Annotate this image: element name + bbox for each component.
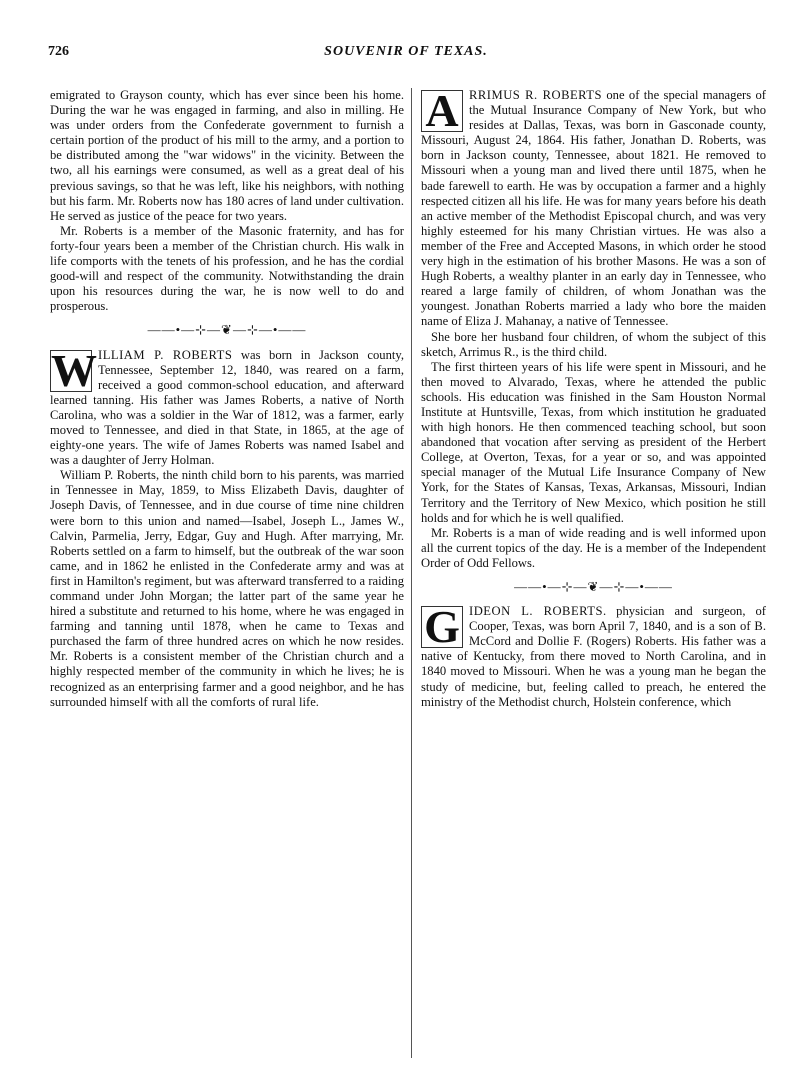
bio-lead-paragraph bbox=[421, 85, 766, 330]
bio-lead-paragraph bbox=[421, 601, 766, 710]
bio-paragraph: The first thirteen years of his life were spent in Missouri, and he then moved to Alvarado, Texas, where he attended the public schools. His education was finished in the Sam Houston Normal Institute at Huntsville, Texas, from which institution he graduated with high honors. He then commenced teaching school, but soon abandoned that vocation after serving as president of the Herbert College, at Overton, Texas, for a year or so, and was appointed special manager of the Mutual Life Insurance Company of New York, for the States of Kansas, Texas, Arkansas, Missouri, Indian Territory and the Territory of New Mexico, which position he still holds and for which he is well qualified. bbox=[421, 359, 766, 525]
drop-cap: W bbox=[51, 344, 97, 396]
bio-lead-paragraph bbox=[50, 344, 405, 469]
bio-name: IDEON L. ROBERTS bbox=[469, 604, 603, 619]
biography-arrimus-r-roberts bbox=[421, 85, 766, 571]
biography-william-p-roberts bbox=[50, 344, 405, 710]
continuation-paragraph: emigrated to Grayson county, which has ever since been his home. During the war he was engaged in farming, and also in milling. He was under orders from the Confederate government to furnish a certain portion of the product of his mill to the army, and a portion to be distributed among the "war widows" in the vicinity. Between the two, all his earnings were consumed, as well as a great deal of his previous savings, so that he was left, like his neighbors, with nothing but his farm. Mr. Roberts now has 180 acres of land under cultivation. He served as justice of the peace for two years. bbox=[50, 88, 404, 223]
biography-gideon-l-roberts bbox=[421, 601, 766, 710]
continuation-paragraph: Mr. Roberts is a member of the Masonic fraternity, and has for forty-four years been a member of the Christian church. His walk in life comports with the tenets of his profession, and he has the cordial good-will and respect of the community. Notwithstanding the drain upon his resources during the war, he is now well to do and prosperous. bbox=[50, 223, 404, 314]
bio-lead-text: . physician and surgeon, of Cooper, Texas, was born April 7, 1840, and is a son of B. McCord and Dollie F. (Rogers) Roberts. His father was a native of Kentucky, from there moved to North Carolina, and in 1840 moved to Missouri. When he was a young man he began the study of medicine, but, feeling called to preach, he entered the ministry of the Methodist church, Holstein conference, which bbox=[421, 604, 766, 709]
bio-lead-text: one of the special managers of the Mutual Insurance Company of New York, but who resides at Dallas, Texas, was born in Gasconade county, Missouri, August 24, 1864. His father, Jonathan D. Roberts, was born in Jackson county, Tennessee, about 1821. He removed to Missouri when a young man and lived there until 1875, when he bade farewell to earth. He was by occupation a farmer and a highly respected citizen all his life. He was for many years before his death an active member of the Methodist Episcopal church, and was very highly esteemed for his many Christian virtues. He was also a member of the Free and Accepted Masons, in which order he stood very high in the estimation of his brother Masons. He was a son of Hugh Roberts, a wealthy planter in an early day in Tennessee, who reared a large family of children, of whom Jonathan was the youngest. Jonathan Roberts married a lady who bore the maiden name of Eliza J. Mahanay, a native of Tennessee. bbox=[421, 88, 766, 329]
bio-paragraph: William P. Roberts, the ninth child born to his parents, was married in Tennessee in May, 1859, to Miss Elizabeth Davis, daughter of Joseph Davis, of Tennessee, and in due course of time nine children were born to this union and named—Isabel, Joseph L., James W., Calvin, Parmelia, Jerry, Edgar, Guy and Hugh. After marrying, Mr. Roberts settled on a farm to himself, but the outbreak of the war soon came, and in 1862 he enlisted in the Confederate army and was at first in Hamilton's regiment, but was afterward transferred to a raiding command under John Morgan; the latter part of the same year he hired a substitute and returned to his home, where he was engaged in farming and tanning until 1878, when he came to Texas and purchased the farm of three hundred acres on which he now resides. Mr. Roberts is a consistent member of the Christian church and a highly respected member of the community in which he lives; he is recognized as an enterprising farmer and a good neighbor, and he has surrounded himself with all the comforts of rural life. bbox=[50, 468, 404, 709]
section-ornament: ——•—⊹—❦—⊹—•—— bbox=[514, 579, 673, 594]
drop-cap: G bbox=[421, 606, 463, 648]
bio-name: RRIMUS R. ROBERTS bbox=[469, 88, 603, 102]
bio-paragraph: She bore her husband four children, of whom the subject of this sketch, Arrimus R., is the third child. bbox=[421, 329, 766, 359]
bio-name: ILLIAM P. ROBERTS bbox=[98, 347, 233, 362]
drop-cap: A bbox=[421, 90, 463, 132]
section-ornament: ——•—⊹—❦—⊹—•—— bbox=[147, 322, 307, 338]
column-divider bbox=[411, 88, 412, 1058]
running-title: SOUVENIR OF TEXAS. bbox=[324, 44, 488, 59]
right-column bbox=[421, 85, 766, 710]
page-header bbox=[48, 44, 764, 68]
page-number: 726 bbox=[48, 44, 69, 59]
left-column bbox=[50, 88, 404, 710]
bio-paragraph: Mr. Roberts is a man of wide reading and is well informed upon all the current topics of the day. He is a member of the Independent Order of Odd Fellows. bbox=[421, 525, 766, 570]
bio-lead-text: was born in Jackson county, Tennessee, September 12, 1840, was reared on a farm, received a good common-school education, and afterward learned tanning. His father was James Roberts, a native of North Carolina, who was a soldier in the War of 1812, was a farmer, early moved to Tennessee, and died in that State, in 1865, at the age of eighty-one years. The wife of James Roberts was named Isabel and was a daughter of Jerry Holman. bbox=[50, 347, 405, 468]
